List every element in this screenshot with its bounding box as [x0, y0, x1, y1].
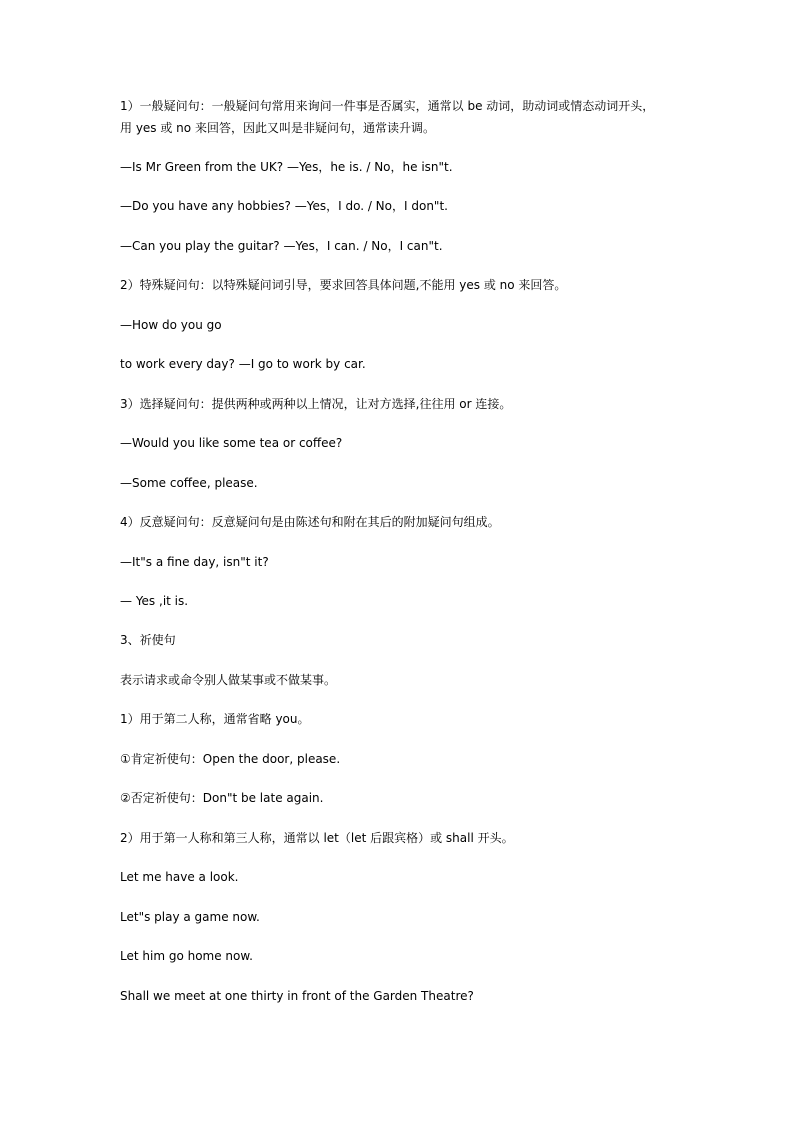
- text-line-17: 1）用于第二人称，通常省略 you。: [120, 712, 310, 726]
- text-line-11: —Some coffee, please.: [120, 476, 258, 490]
- text-line-4: —Do you have any hobbies? —Yes，I do. / No，I don"t.: [120, 199, 448, 213]
- text-line-2: 用 yes 或 no 来回答，因此又叫是非疑问句，通常读升调。: [120, 121, 435, 135]
- text-line-14: — Yes ,it is.: [120, 594, 189, 608]
- text-line-18: ①肯定祈使句：Open the door, please.: [120, 752, 341, 766]
- text-line-7: —How do you go: [120, 318, 222, 332]
- text-line-5: —Can you play the guitar? —Yes，I can. / No，I can"t.: [120, 239, 443, 253]
- text-line-16: 表示请求或命令别人做某事或不做某事。: [120, 673, 337, 687]
- text-line-12: 4）反意疑问句：反意疑问句是由陈述句和附在其后的附加疑问句组成。: [120, 515, 500, 529]
- text-line-10: —Would you like some tea or coffee?: [120, 436, 343, 450]
- text-line-9: 3）选择疑问句：提供两种或两种以上情况，让对方选择,往往用 or 连接。: [120, 397, 512, 411]
- text-line-15: 3、祈使句: [120, 633, 176, 647]
- text-line-23: Let him go home now.: [120, 949, 253, 963]
- text-line-6: 2）特殊疑问句：以特殊疑问词引导，要求回答具体问题,不能用 yes 或 no 来回答。: [120, 278, 567, 292]
- text-line-3: —Is Mr Green from the UK? —Yes，he is. / No，he isn"t.: [120, 160, 453, 174]
- text-line-13: —It"s a fine day, isn"t it?: [120, 555, 269, 569]
- text-line-1: 1）一般疑问句：一般疑问句常用来询问一件事是否属实，通常以 be 动词，助动词或情态动词开头，: [120, 99, 655, 113]
- text-line-8: to work every day? —I go to work by car.: [120, 357, 366, 371]
- text-line-24: Shall we meet at one thirty in front of the Garden Theatre?: [120, 989, 474, 1003]
- text-line-21: Let me have a look.: [120, 870, 239, 884]
- text-line-20: 2）用于第一人称和第三人称，通常以 let（let 后跟宾格）或 shall 开头。: [120, 831, 514, 845]
- text-line-22: Let"s play a game now.: [120, 910, 260, 924]
- text-line-19: ②否定祈使句：Don"t be late again.: [120, 791, 324, 805]
